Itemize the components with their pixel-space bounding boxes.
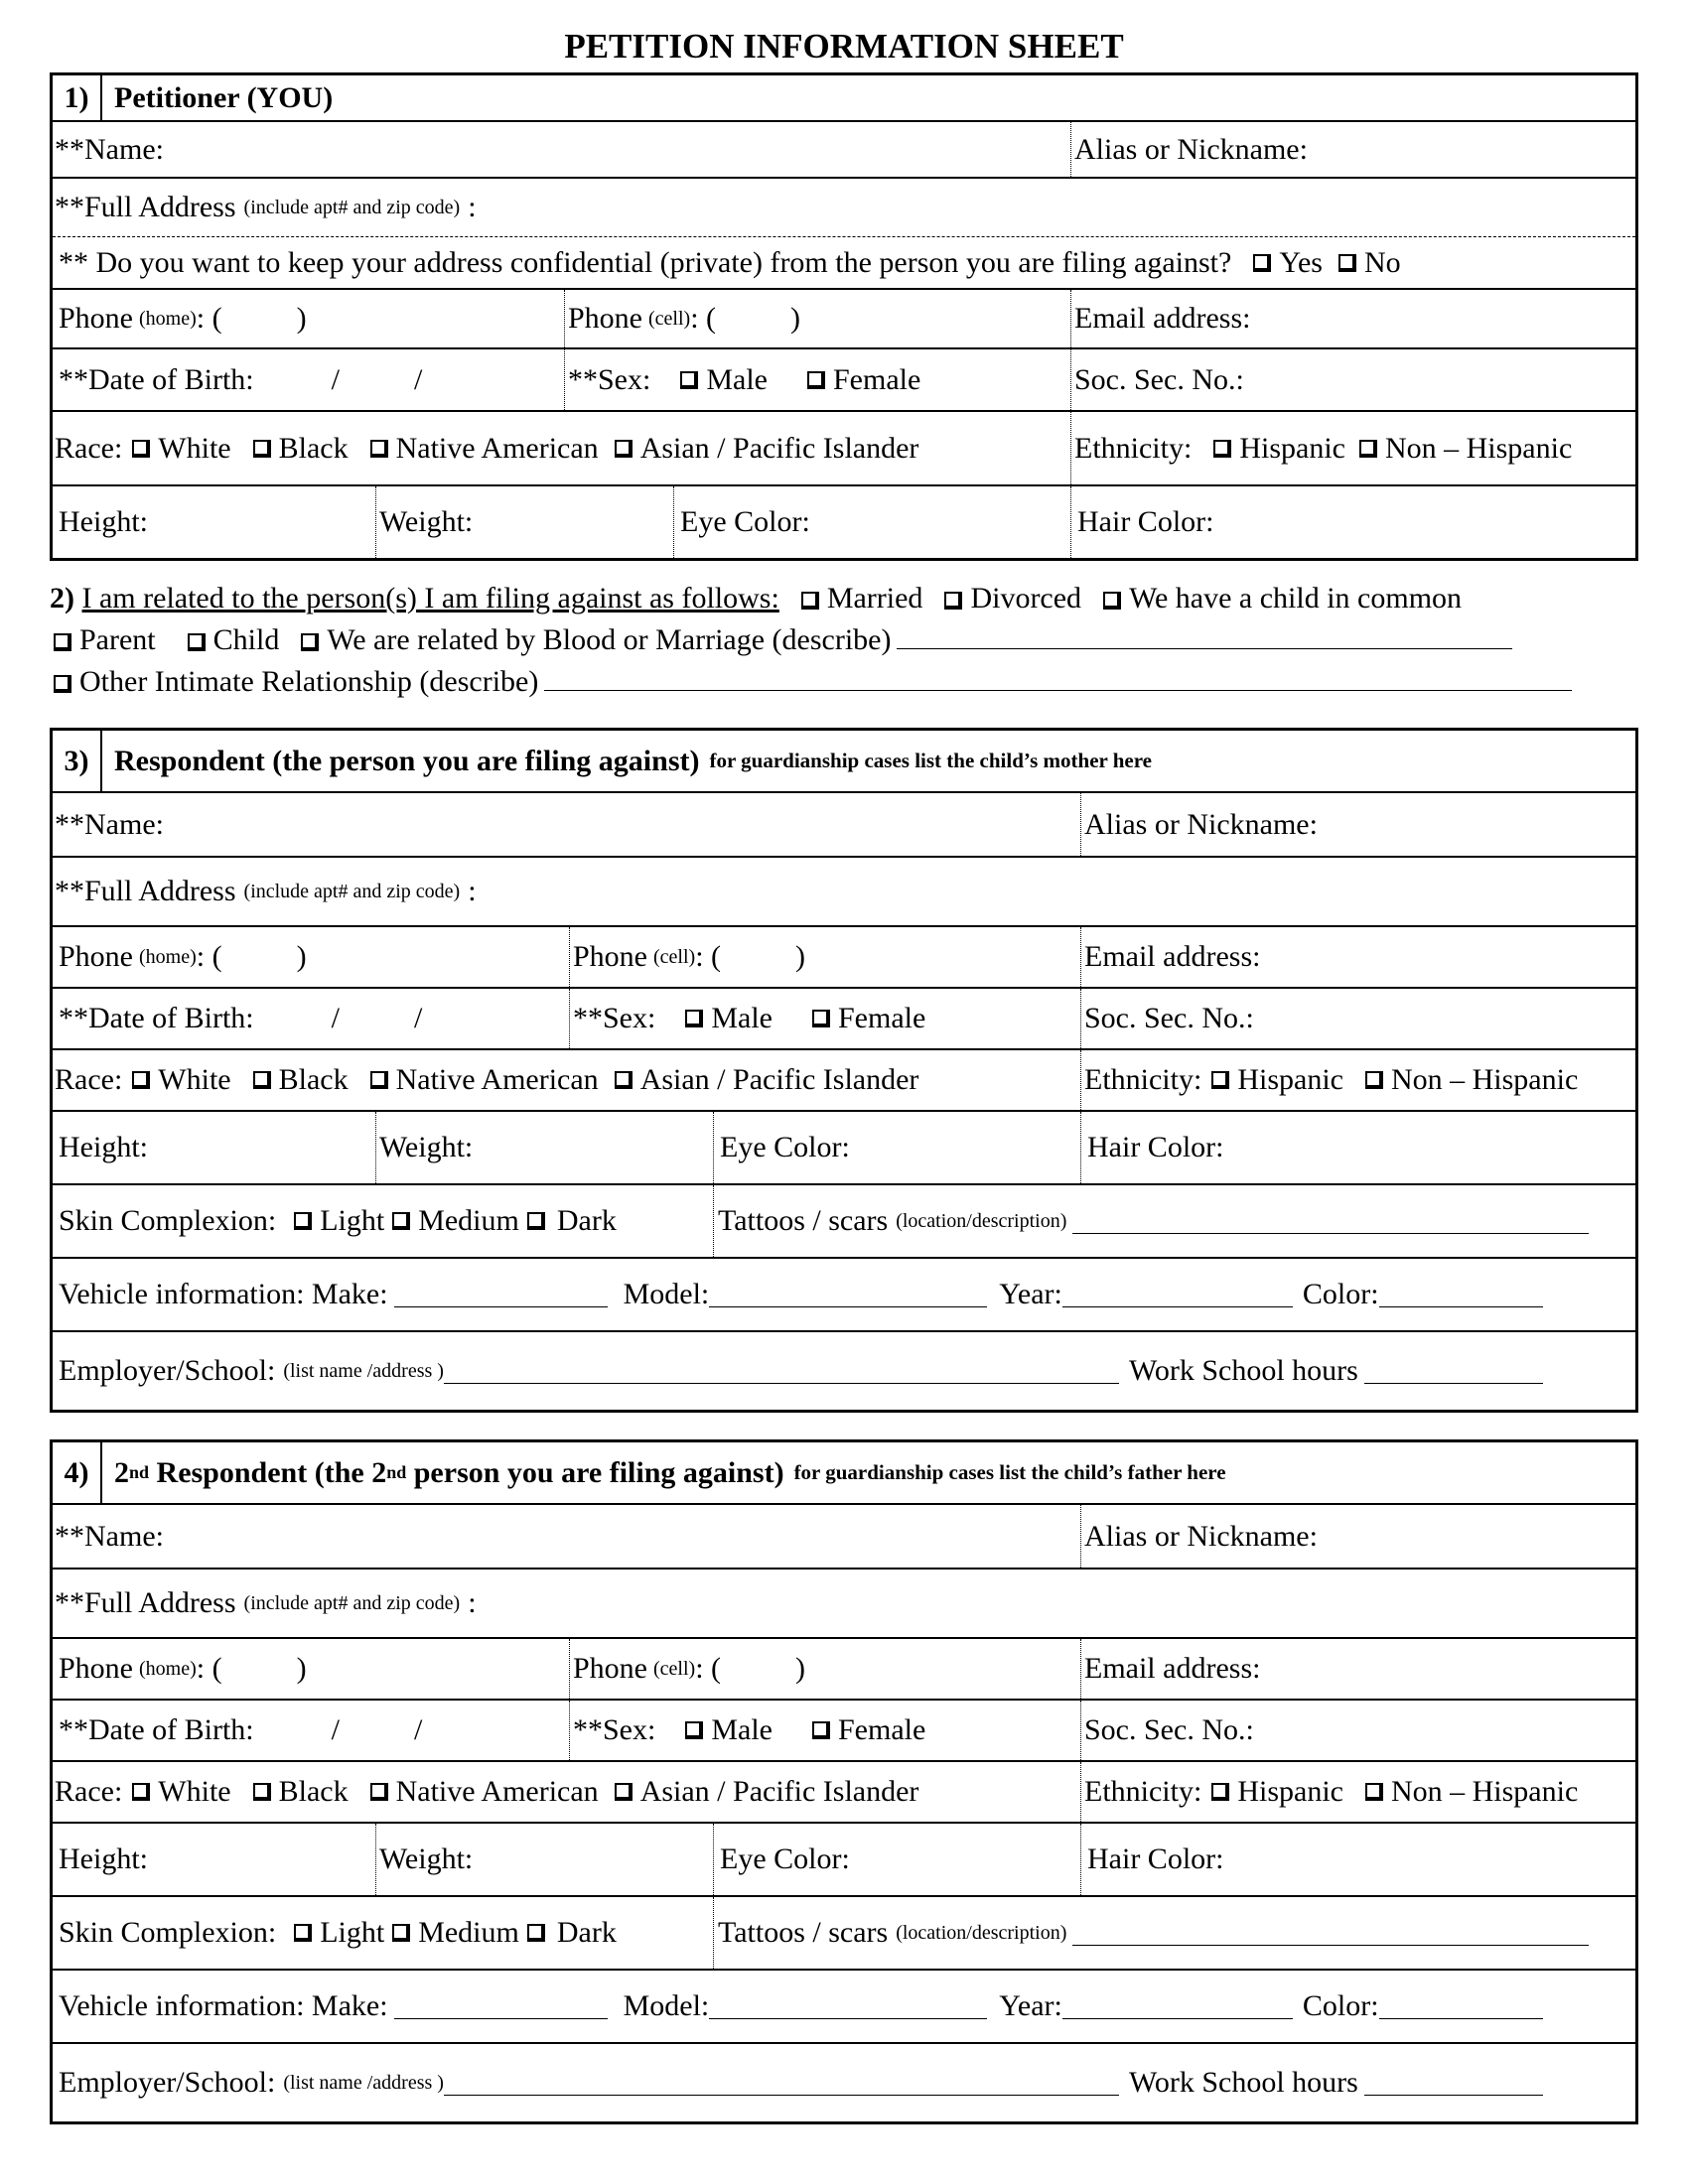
blood-describe-blank[interactable] (897, 624, 1512, 649)
white-checkbox[interactable] (132, 440, 150, 458)
address-row (53, 856, 1635, 925)
light-label: Light (320, 1204, 385, 1237)
dob-field[interactable] (53, 1701, 569, 1760)
confidential-question (53, 237, 1635, 288)
skin-row (53, 1895, 1635, 1969)
relationship-line-1 (50, 582, 1638, 615)
ethnicity-label: Ethnicity: (1074, 431, 1193, 465)
alias-label: Alias or Nickname: (1084, 1519, 1318, 1553)
dob-label: **Date of Birth: (59, 1713, 254, 1746)
heading-sup-2: nd (386, 1462, 407, 1482)
yes-checkbox[interactable] (1253, 254, 1271, 272)
tattoos-label: Tattoos / scars (718, 1916, 889, 1949)
section-respondent (50, 728, 1638, 1413)
cell-note: (cell) (648, 307, 691, 330)
vehicle-make-label: Vehicle information: Make: (59, 1989, 388, 2022)
dob-field[interactable] (53, 989, 569, 1048)
height-field[interactable] (53, 486, 375, 558)
black-label: Black (278, 431, 349, 465)
employer-note: (list name /address ) (283, 2071, 444, 2094)
race-row (53, 410, 1635, 484)
eye-label: Eye Color: (720, 1131, 850, 1163)
native-checkbox[interactable] (370, 440, 388, 458)
native-checkbox[interactable] (370, 1783, 388, 1801)
hispanic-checkbox[interactable] (1213, 440, 1231, 458)
relationship-number: 2) (50, 582, 74, 614)
address-colon: : (468, 1586, 477, 1619)
physical-row (53, 1110, 1635, 1183)
dob-row (53, 347, 1635, 410)
married-label: Married (826, 582, 923, 614)
asian-label: Asian / Pacific Islander (639, 431, 919, 465)
other-describe-blank[interactable] (544, 666, 1572, 691)
white-checkbox[interactable] (132, 1071, 150, 1089)
phone-home-paren: : ( ) (196, 940, 307, 973)
name-field[interactable] (53, 793, 1080, 856)
hair-label: Hair Color: (1077, 505, 1214, 538)
phone-cell-label: Phone (573, 940, 647, 973)
race-field (53, 1050, 1080, 1110)
dob-row (53, 1699, 1635, 1760)
ssn-field[interactable] (1080, 1701, 1635, 1760)
weight-field[interactable] (375, 1112, 713, 1183)
ethnicity-label: Ethnicity: (1084, 1775, 1202, 1808)
light-checkbox[interactable] (294, 1924, 312, 1942)
height-field[interactable] (53, 1824, 375, 1895)
native-label: Native American (395, 1063, 599, 1096)
relationship-line-2 (50, 623, 1638, 657)
dark-label: Dark (556, 1916, 617, 1949)
non-hispanic-label: Non – Hispanic (1390, 1775, 1579, 1808)
section-number: 1) (53, 75, 102, 120)
address-row (53, 1568, 1635, 1637)
child-common-label: We have a child in common (1129, 582, 1463, 614)
height-label: Height: (59, 505, 148, 538)
sex-field (564, 349, 1070, 410)
section-header (53, 1442, 1635, 1503)
divorced-checkbox[interactable] (944, 592, 962, 610)
ssn-label: Soc. Sec. No.: (1074, 362, 1244, 396)
vehicle-row (53, 1969, 1635, 2042)
dark-label: Dark (556, 1204, 617, 1237)
email-label: Email address: (1084, 940, 1261, 973)
ethnicity-field (1080, 1050, 1635, 1110)
vehicle-field (53, 1259, 1635, 1330)
hispanic-checkbox[interactable] (1211, 1783, 1229, 1801)
phone-home-paren: : ( ) (196, 1652, 307, 1685)
relationship-prompt: I am related to the person(s) I am filing against as follows: (81, 582, 779, 614)
phone-row (53, 288, 1635, 347)
child-common-checkbox[interactable] (1103, 592, 1121, 610)
address-note: (include apt# and zip code) (243, 1591, 461, 1614)
address-field[interactable] (53, 1570, 1635, 1637)
address-colon: : (468, 191, 477, 223)
phone-row (53, 1637, 1635, 1699)
weight-label: Weight: (379, 1843, 474, 1875)
phone-cell-label: Phone (568, 302, 642, 335)
confidential-label: ** Do you want to keep your address confidential (private) from the person you are filing against? (59, 245, 1232, 279)
parent-checkbox[interactable] (54, 633, 71, 651)
color-label: Color: (1302, 1989, 1379, 2022)
white-label: White (158, 1063, 231, 1096)
phone-cell-field[interactable] (564, 290, 1070, 347)
ethnicity-label: Ethnicity: (1084, 1063, 1202, 1096)
employer-blank[interactable] (444, 2071, 1119, 2096)
dob-label: **Date of Birth: (59, 362, 254, 396)
section-number: 4) (53, 1442, 102, 1503)
skin-label: Skin Complexion: (59, 1916, 277, 1949)
light-label: Light (320, 1916, 385, 1949)
color-blank[interactable] (1379, 1283, 1543, 1307)
alias-label: Alias or Nickname: (1074, 132, 1308, 166)
work-hours-label: Work School hours (1128, 2066, 1358, 2099)
female-checkbox[interactable] (812, 1721, 830, 1739)
address-label: **Full Address (55, 191, 236, 223)
vehicle-make-label: Vehicle information: Make: (59, 1278, 388, 1310)
non-hispanic-label: Non – Hispanic (1390, 1063, 1579, 1096)
eye-label: Eye Color: (680, 505, 810, 538)
tattoos-field (713, 1185, 1635, 1257)
male-checkbox[interactable] (685, 1721, 703, 1739)
white-label: White (158, 1775, 231, 1808)
cell-note: (cell) (653, 945, 696, 968)
vehicle-field (53, 1971, 1635, 2042)
email-field[interactable] (1080, 927, 1635, 987)
model-label: Model: (623, 1278, 710, 1310)
weight-label: Weight: (379, 1131, 474, 1163)
hispanic-label: Hispanic (1237, 1775, 1343, 1808)
phone-home-paren: : ( ) (196, 302, 307, 335)
home-note: (home) (139, 1657, 197, 1680)
phone-home-field[interactable] (53, 290, 564, 347)
home-note: (home) (139, 307, 197, 330)
phone-home-label: Phone (59, 1652, 133, 1685)
confidential-row (53, 236, 1635, 288)
female-checkbox[interactable] (807, 371, 825, 389)
name-row (53, 1503, 1635, 1568)
address-note: (include apt# and zip code) (243, 880, 461, 902)
sex-label: **Sex: (568, 362, 651, 396)
other-checkbox[interactable] (54, 675, 71, 693)
section-second-respondent (50, 1439, 1638, 2124)
black-checkbox[interactable] (253, 1071, 271, 1089)
dob-slashes: / / (331, 1002, 423, 1034)
phone-cell-field[interactable] (569, 1639, 1080, 1699)
color-blank[interactable] (1379, 1994, 1543, 2019)
non-hispanic-checkbox[interactable] (1359, 440, 1377, 458)
asian-checkbox[interactable] (615, 1783, 633, 1801)
heading-part-a: 2 (114, 1455, 129, 1489)
address-colon: : (468, 875, 477, 907)
dob-slashes: / / (331, 362, 423, 396)
black-checkbox[interactable] (253, 1783, 271, 1801)
no-label: No (1363, 245, 1401, 279)
height-label: Height: (59, 1843, 148, 1875)
employer-row (53, 1330, 1635, 1410)
black-checkbox[interactable] (253, 440, 271, 458)
respondent-heading: Respondent (the person you are filing against) (114, 744, 700, 777)
name-row (53, 120, 1635, 177)
ssn-field[interactable] (1080, 989, 1635, 1048)
light-checkbox[interactable] (294, 1212, 312, 1230)
physical-row (53, 484, 1635, 558)
tattoos-field (713, 1897, 1635, 1969)
tattoos-note: (location/description) (896, 1921, 1067, 1944)
race-field (53, 1762, 1080, 1822)
skin-field (53, 1185, 713, 1257)
male-label: Male (706, 362, 768, 396)
phone-row (53, 925, 1635, 987)
skin-label: Skin Complexion: (59, 1204, 277, 1237)
female-label: Female (837, 1002, 926, 1034)
section-heading: Petitioner (YOU) (114, 80, 334, 114)
white-label: White (158, 431, 231, 465)
address-note: (include apt# and zip code) (243, 196, 461, 218)
section-heading (108, 1442, 1226, 1503)
dob-field[interactable] (53, 349, 564, 410)
tattoos-blank[interactable] (1072, 1921, 1589, 1946)
year-label: Year: (999, 1278, 1062, 1310)
hair-label: Hair Color: (1087, 1843, 1224, 1875)
work-hours-blank[interactable] (1364, 1359, 1543, 1384)
hispanic-label: Hispanic (1237, 1063, 1343, 1096)
eye-label: Eye Color: (720, 1843, 850, 1875)
skin-field (53, 1897, 713, 1969)
male-checkbox[interactable] (685, 1010, 703, 1027)
section-petitioner (50, 72, 1638, 561)
hair-label: Hair Color: (1087, 1131, 1224, 1163)
eye-color-field[interactable] (673, 486, 1070, 558)
skin-row (53, 1183, 1635, 1257)
tattoos-label: Tattoos / scars (718, 1204, 889, 1237)
married-checkbox[interactable] (801, 592, 819, 610)
phone-home-field[interactable] (53, 1639, 569, 1699)
no-checkbox[interactable] (1338, 254, 1356, 272)
ethnicity-field (1070, 412, 1635, 484)
other-label: Other Intimate Relationship (describe) (79, 665, 539, 698)
work-hours-blank[interactable] (1364, 2071, 1543, 2096)
dark-checkbox[interactable] (527, 1212, 545, 1230)
name-label: **Name: (55, 132, 164, 166)
address-field[interactable] (53, 179, 1635, 236)
height-field[interactable] (53, 1112, 375, 1183)
email-field[interactable] (1080, 1639, 1635, 1699)
phone-cell-paren: : ( ) (695, 1652, 806, 1685)
parent-label: Parent (79, 623, 156, 656)
work-hours-label: Work School hours (1128, 1354, 1358, 1387)
name-field[interactable] (53, 122, 1070, 177)
native-label: Native American (395, 431, 599, 465)
address-label: **Full Address (55, 1586, 236, 1619)
blood-label: We are related by Blood or Marriage (describe) (327, 623, 892, 656)
phone-cell-field[interactable] (569, 927, 1080, 987)
female-label: Female (832, 362, 921, 396)
eye-color-field[interactable] (713, 1824, 1080, 1895)
address-label: **Full Address (55, 875, 236, 907)
heading-sup-1: nd (129, 1462, 150, 1482)
race-label: Race: (55, 1775, 123, 1808)
section-header (53, 731, 1635, 791)
phone-cell-label: Phone (573, 1652, 647, 1685)
employer-label: Employer/School: (59, 1354, 276, 1387)
email-label: Email address: (1084, 1652, 1261, 1685)
female-label: Female (837, 1713, 926, 1746)
dark-checkbox[interactable] (527, 1924, 545, 1942)
female-checkbox[interactable] (812, 1010, 830, 1027)
alias-field[interactable] (1080, 1505, 1635, 1568)
race-row (53, 1760, 1635, 1822)
asian-checkbox[interactable] (615, 1071, 633, 1089)
vehicle-row (53, 1257, 1635, 1330)
weight-label: Weight: (379, 505, 474, 538)
dob-slashes: / / (331, 1713, 423, 1746)
yes-label: Yes (1279, 245, 1323, 279)
medium-label: Medium (418, 1916, 519, 1949)
address-field[interactable] (53, 858, 1635, 925)
asian-label: Asian / Pacific Islander (639, 1063, 919, 1096)
phone-home-field[interactable] (53, 927, 569, 987)
ssn-label: Soc. Sec. No.: (1084, 1713, 1254, 1746)
heading-part-c: person you are filing against) (406, 1455, 784, 1489)
blood-checkbox[interactable] (301, 633, 319, 651)
phone-home-label: Phone (59, 302, 133, 335)
male-label: Male (711, 1713, 773, 1746)
male-checkbox[interactable] (680, 371, 698, 389)
weight-field[interactable] (375, 486, 673, 558)
heading-part-b: Respondent (the 2 (149, 1455, 387, 1489)
ssn-label: Soc. Sec. No.: (1084, 1002, 1254, 1034)
height-label: Height: (59, 1131, 148, 1163)
name-label: **Name: (55, 1519, 164, 1553)
section-heading (108, 731, 1152, 791)
eye-color-field[interactable] (713, 1112, 1080, 1183)
alias-field[interactable] (1070, 122, 1635, 177)
sex-field (569, 989, 1080, 1048)
child-checkbox[interactable] (188, 633, 206, 651)
black-label: Black (278, 1063, 349, 1096)
male-label: Male (711, 1002, 773, 1034)
cell-note: (cell) (653, 1657, 696, 1680)
address-row (53, 177, 1635, 236)
name-label: **Name: (55, 807, 164, 841)
employer-field (53, 1332, 1635, 1410)
race-label: Race: (55, 1063, 123, 1096)
native-label: Native American (395, 1775, 599, 1808)
sex-field (569, 1701, 1080, 1760)
child-label: Child (212, 623, 280, 656)
race-row (53, 1048, 1635, 1110)
weight-field[interactable] (375, 1824, 713, 1895)
make-blank[interactable] (394, 1283, 608, 1307)
hair-color-field[interactable] (1070, 486, 1635, 558)
dob-label: **Date of Birth: (59, 1002, 254, 1034)
model-blank[interactable] (709, 1283, 987, 1307)
page-title: PETITION INFORMATION SHEET (564, 27, 1124, 66)
employer-note: (list name /address ) (283, 1359, 444, 1382)
native-checkbox[interactable] (370, 1071, 388, 1089)
medium-checkbox[interactable] (392, 1212, 410, 1230)
name-field[interactable] (53, 1505, 1080, 1568)
asian-checkbox[interactable] (615, 440, 633, 458)
employer-label: Employer/School: (59, 2066, 276, 2099)
model-label: Model: (623, 1989, 710, 2022)
employer-row (53, 2042, 1635, 2121)
section-number: 3) (53, 731, 102, 791)
phone-home-label: Phone (59, 940, 133, 973)
second-respondent-note: for guardianship cases list the child’s father here (793, 1460, 1226, 1484)
email-field[interactable] (1070, 290, 1635, 347)
hair-color-field[interactable] (1080, 1112, 1635, 1183)
model-blank[interactable] (709, 1994, 987, 2019)
relationship-line-3 (50, 665, 1638, 699)
hair-color-field[interactable] (1080, 1824, 1635, 1895)
hispanic-label: Hispanic (1239, 431, 1345, 465)
section-header (53, 75, 1635, 120)
divorced-label: Divorced (970, 582, 1082, 614)
dob-row (53, 987, 1635, 1048)
name-row (53, 791, 1635, 856)
make-blank[interactable] (394, 1994, 608, 2019)
employer-field (53, 2044, 1635, 2121)
white-checkbox[interactable] (132, 1783, 150, 1801)
sex-label: **Sex: (573, 1002, 656, 1034)
medium-label: Medium (418, 1204, 519, 1237)
hispanic-checkbox[interactable] (1211, 1071, 1229, 1089)
race-label: Race: (55, 431, 123, 465)
home-note: (home) (139, 945, 197, 968)
year-blank[interactable] (1062, 1283, 1293, 1307)
respondent-note: for guardianship cases list the child’s mother here (709, 749, 1152, 772)
email-label: Email address: (1074, 302, 1251, 335)
race-field (53, 412, 1070, 484)
tattoos-blank[interactable] (1072, 1209, 1589, 1234)
color-label: Color: (1302, 1278, 1379, 1310)
alias-field[interactable] (1080, 793, 1635, 856)
non-hispanic-checkbox[interactable] (1365, 1071, 1383, 1089)
phone-cell-paren: : ( ) (690, 302, 801, 335)
non-hispanic-checkbox[interactable] (1365, 1783, 1383, 1801)
asian-label: Asian / Pacific Islander (639, 1775, 919, 1808)
ssn-field[interactable] (1070, 349, 1635, 410)
medium-checkbox[interactable] (392, 1924, 410, 1942)
tattoos-note: (location/description) (896, 1209, 1067, 1232)
sex-label: **Sex: (573, 1713, 656, 1746)
non-hispanic-label: Non – Hispanic (1384, 431, 1573, 465)
physical-row (53, 1822, 1635, 1895)
black-label: Black (278, 1775, 349, 1808)
phone-cell-paren: : ( ) (695, 940, 806, 973)
year-blank[interactable] (1062, 1994, 1293, 2019)
year-label: Year: (999, 1989, 1062, 2022)
ethnicity-field (1080, 1762, 1635, 1822)
employer-blank[interactable] (444, 1359, 1119, 1384)
alias-label: Alias or Nickname: (1084, 807, 1318, 841)
